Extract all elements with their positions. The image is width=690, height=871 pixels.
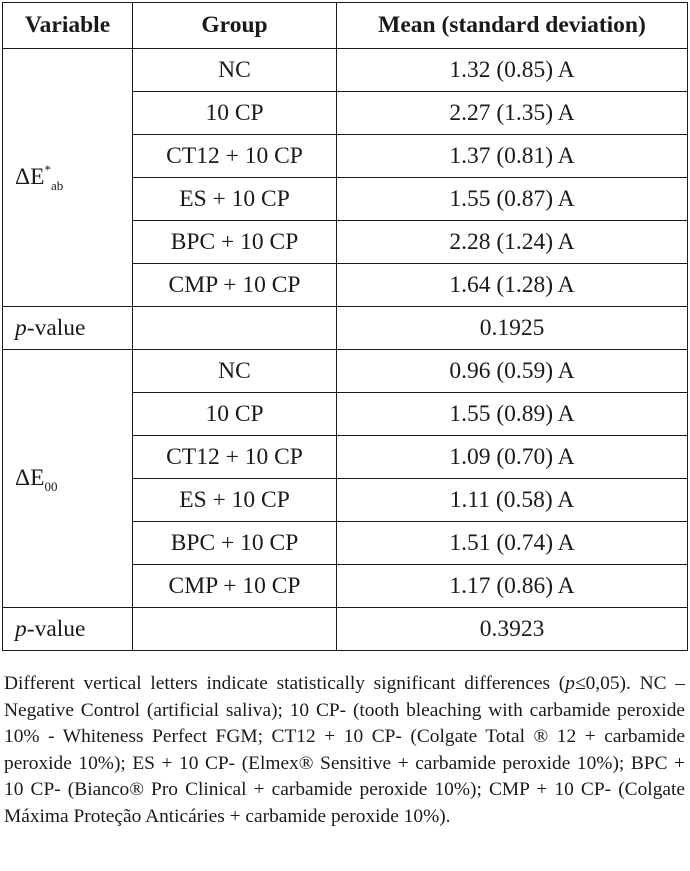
group-cell: NC [133, 49, 337, 92]
pvalue-row [3, 307, 688, 350]
group-cell: CT12 + 10 CP [133, 436, 337, 479]
header-row [3, 3, 688, 49]
header-variable: Variable [3, 3, 133, 49]
mean-cell: 2.27 (1.35) A [337, 92, 688, 135]
mean-cell: 1.32 (0.85) A [337, 49, 688, 92]
mean-cell: 1.55 (0.87) A [337, 178, 688, 221]
mean-cell: 1.09 (0.70) A [337, 436, 688, 479]
pvalue-label-italic: p [15, 314, 27, 341]
group-cell: ES + 10 CP [133, 178, 337, 221]
header-mean: Mean (standard deviation) [337, 3, 688, 49]
pvalue-label [3, 608, 133, 651]
group-cell: NC [133, 350, 337, 393]
variable-base: ΔE [15, 164, 45, 190]
group-cell: BPC + 10 CP [133, 221, 337, 264]
mean-cell: 2.28 (1.24) A [337, 221, 688, 264]
pvalue-value: 0.1925 [337, 307, 688, 350]
pvalue-value: 0.3923 [337, 608, 688, 651]
mean-cell: 1.55 (0.89) A [337, 393, 688, 436]
mean-cell: 1.11 (0.58) A [337, 479, 688, 522]
mean-cell: 0.96 (0.59) A [337, 350, 688, 393]
group-cell: BPC + 10 CP [133, 522, 337, 565]
group-cell: CMP + 10 CP [133, 565, 337, 608]
footnote-part2: ≤0,05). NC – Negative Control (artificial saliva); 10 CP- (tooth bleaching with carbamide peroxide 10% - Whiteness Perfect FGM; CT12 + 10 CP- (Colgate Total ® 12 + carbamide peroxide 10%); ES + 10 CP- (Elmex® Sensitive + carbamide peroxide 10%); BPC + 10 CP- (Bianco® Pro Clinical + carbamide peroxide 10%); CMP + 10 CP- (Colgate Máxima Proteção Anticáries + carbamide peroxide 10%). [4, 673, 685, 827]
header-group: Group [133, 3, 337, 49]
table-footnote [4, 671, 685, 830]
mean-cell: 1.17 (0.86) A [337, 565, 688, 608]
group-cell: ES + 10 CP [133, 479, 337, 522]
pvalue-row [3, 608, 688, 651]
table-row [3, 350, 688, 393]
variable-sup: * [44, 162, 51, 177]
table-row [3, 49, 688, 92]
mean-cell: 1.64 (1.28) A [337, 264, 688, 307]
variable-sub: 00 [44, 479, 58, 494]
group-cell: 10 CP [133, 393, 337, 436]
variable-sub: ab [50, 178, 64, 193]
variable-delta-e-00 [3, 350, 133, 608]
pvalue-empty-cell [133, 608, 337, 651]
footnote-p-italic: p [565, 673, 575, 695]
variable-base: ΔE [15, 465, 45, 491]
pvalue-label-rest: -value [26, 615, 86, 642]
group-cell: 10 CP [133, 92, 337, 135]
pvalue-label-italic: p [15, 615, 27, 642]
pvalue-label [3, 307, 133, 350]
mean-cell: 1.51 (0.74) A [337, 522, 688, 565]
pvalue-label-rest: -value [26, 314, 86, 341]
group-cell: CT12 + 10 CP [133, 135, 337, 178]
pvalue-empty-cell [133, 307, 337, 350]
results-table [2, 2, 688, 651]
group-cell: CMP + 10 CP [133, 264, 337, 307]
variable-delta-e-ab [3, 49, 133, 307]
mean-cell: 1.37 (0.81) A [337, 135, 688, 178]
footnote-part1: Different vertical letters indicate statistically significant differences ( [4, 673, 566, 695]
